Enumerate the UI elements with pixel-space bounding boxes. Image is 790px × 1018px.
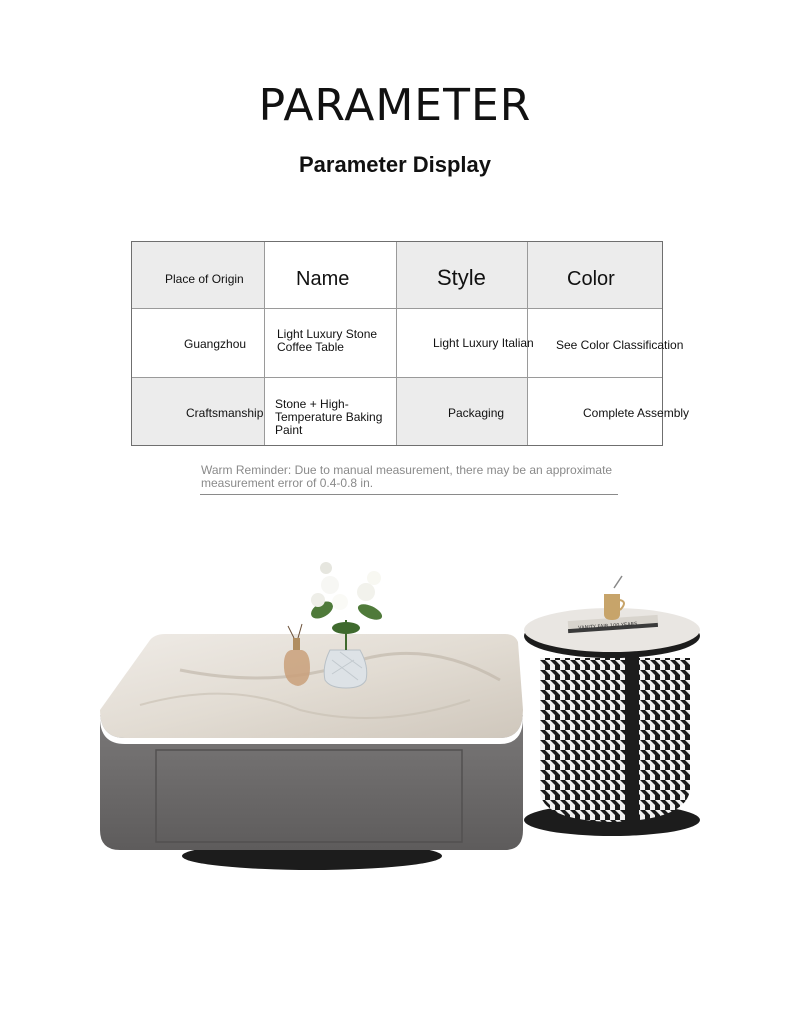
table-cell (265, 309, 397, 377)
table-cell (397, 309, 534, 377)
table-cell (528, 242, 662, 308)
product-name-value: Light Luxury Stone Coffee Table (277, 327, 378, 354)
page-title: PARAMETER (258, 80, 532, 131)
table-cell (132, 242, 265, 308)
book-title: VANITY FAIR 100 YEARS (578, 621, 638, 632)
color-header: Color (567, 268, 615, 290)
origin-value: Guangzhou (184, 337, 247, 351)
packaging-value: Complete Assembly (583, 406, 690, 420)
place-of-origin-label: Place of Origin (165, 272, 244, 286)
name-header: Name (296, 268, 350, 290)
table-row (132, 309, 684, 378)
page-subtitle: Parameter Display (299, 152, 491, 177)
side-table-leg (625, 645, 639, 825)
table-cell (132, 309, 265, 377)
style-value: Light Luxury Italian (433, 336, 534, 350)
reminder-underline (200, 494, 618, 495)
table-cell (528, 378, 690, 445)
measurement-reminder: Warm Reminder: Due to manual measurement, there may be an approximate measurement error of 0.4-0.8 in. (201, 463, 613, 490)
marble-top (100, 634, 523, 738)
table-row (132, 378, 690, 445)
table-cell (528, 309, 684, 377)
packaging-label: Packaging (448, 406, 505, 420)
coffee-table-illustration (0, 540, 790, 900)
table-cell (265, 378, 397, 445)
craftsmanship-label: Craftsmanship (186, 406, 264, 420)
table-cell (132, 378, 265, 445)
style-header: Style (437, 265, 486, 290)
table-cell (397, 378, 528, 445)
coffee-cup (604, 594, 620, 620)
table-row (132, 242, 662, 309)
houndstooth-stool (540, 658, 690, 822)
table-cell (265, 242, 397, 308)
table-cell (397, 242, 528, 308)
product-image (0, 540, 790, 900)
craftsmanship-value: Stone + High-Temperature Baking Paint (275, 397, 383, 437)
parameter-table (131, 241, 690, 446)
color-value: See Color Classification (556, 338, 684, 352)
